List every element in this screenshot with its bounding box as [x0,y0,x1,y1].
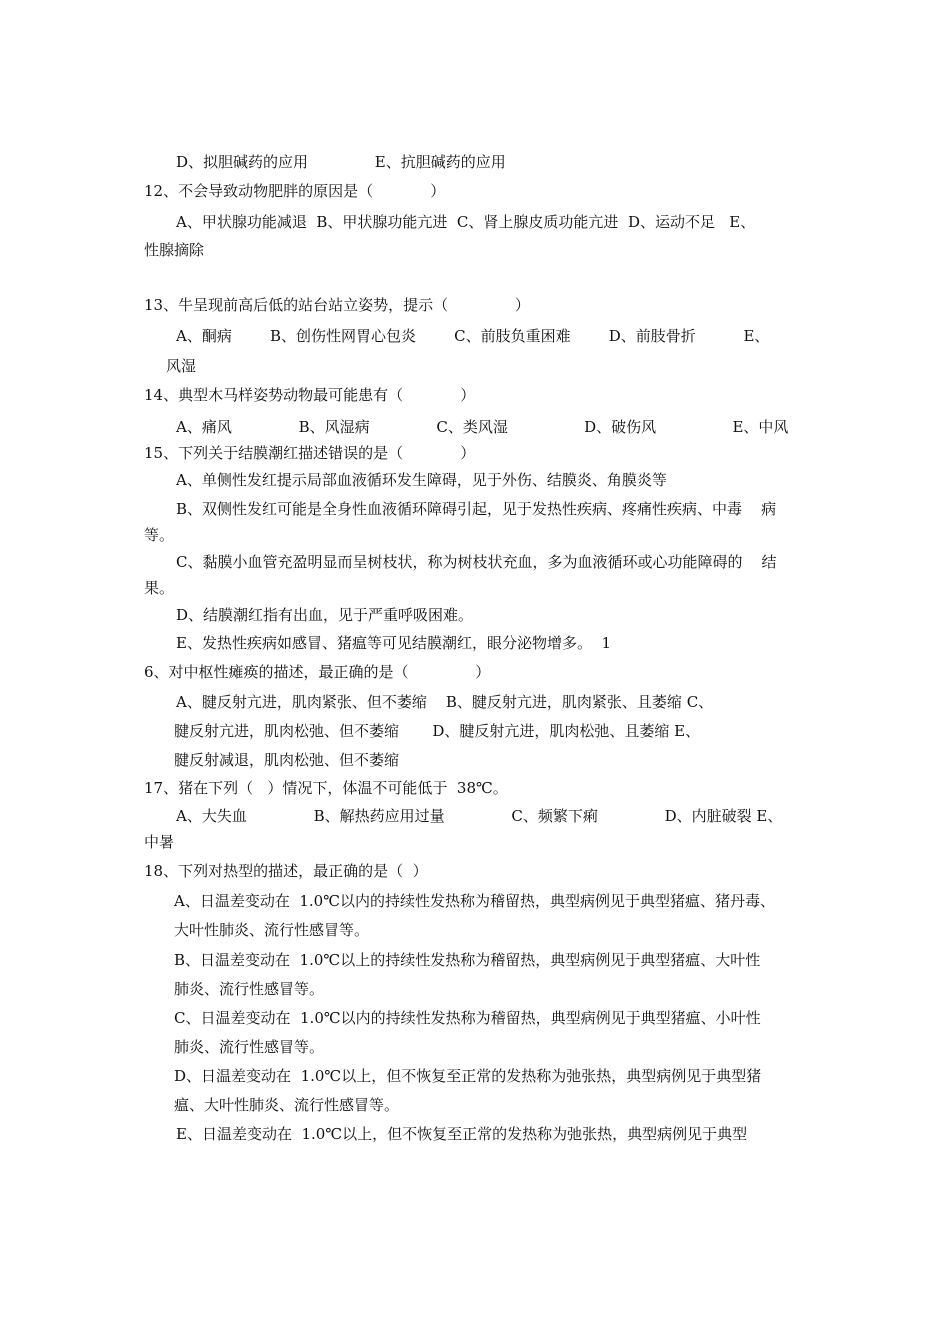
text-line: 瘟、大叶性肺炎、流行性感冒等。 [174,1096,400,1114]
text-line: 腱反射亢进，肌肉松弛、但不萎缩 D、腱反射亢进，肌肉松弛、且萎缩 E、 [174,722,701,740]
text-line: 大叶性肺炎、流行性感冒等。 [174,921,370,939]
text-line: 等。 [144,526,175,544]
text-line: A、大失血 B、解热药应用过量 C、频繁下痢 D、内脏破裂 E、 [176,807,783,825]
text-line: A、甲状腺功能减退 B、甲状腺功能亢进 C、肾上腺皮质功能亢进 D、运动不足 E、 [176,213,756,231]
text-line: 13、牛呈现前高后低的站台站立姿势，提示（ ） [144,296,530,314]
text-line: 15、下列关于结膜潮红描述错误的是（ ） [144,444,476,462]
text-line: A、痛风 B、风湿病 C、类风湿 D、破伤风 E、中风 [176,418,789,436]
text-line: 17、猪在下列（ ）情况下，体温不可能低于 38℃。 [144,779,508,797]
text-line: 风湿 [166,357,197,375]
text-line: 果。 [144,579,175,597]
text-line: B、日温差变动在 1.0℃以上的持续性发热称为稽留热，典型病例见于典型猪瘟、大叶性 [174,951,761,969]
text-line: E、发热性疾病如感冒、猪瘟等可见结膜潮红，眼分泌物增多。 1 [176,634,612,652]
text-line: A、日温差变动在 1.0℃以内的持续性发热称为稽留热，典型病例见于典型猪瘟、猪丹毒、 [174,892,776,910]
text-line: D、拟胆碱药的应用 E、抗胆碱药的应用 [176,153,506,171]
text-line: A、酮病 B、创伤性网胃心包炎 C、前肢负重困难 D、前肢骨折 E、 [176,327,770,345]
text-line: 中暑 [144,833,175,851]
text-line: C、日温差变动在 1.0℃以内的持续性发热称为稽留热，典型病例见于典型猪瘟、小叶性 [174,1009,761,1027]
text-line: 肺炎、流行性感冒等。 [174,980,325,998]
text-line: B、双侧性发红可能是全身性血液循环障碍引起，见于发热性疾病、疼痛性疾病、中毒 病 [176,500,777,518]
text-line: E、日温差变动在 1.0℃以上，但不恢复至正常的发热称为弛张热，典型病例见于典型 [176,1125,748,1143]
text-line: C、黏膜小血管充盈明显而呈树枝状，称为树枝状充血，多为血液循环或心功能障碍的 结 [176,553,777,571]
text-line: 14、典型木马样姿势动物最可能患有（ ） [144,386,476,404]
text-line: 性腺摘除 [144,241,205,259]
text-line: 肺炎、流行性感冒等。 [174,1038,325,1056]
text-line: A、单侧性发红提示局部血液循环发生障碍，见于外伤、结膜炎、角膜炎等 [176,471,667,489]
text-line: 18、下列对热型的描述，最正确的是（ ） [144,862,428,880]
text-line: D、结膜潮红指有出血，见于严重呼吸困难。 [176,606,474,624]
text-line: D、日温差变动在 1.0℃以上，但不恢复至正常的发热称为弛张热，典型病例见于典型猪 [174,1067,762,1085]
text-line: 6、对中枢性瘫痪的描述，最正确的是（ ） [144,663,491,681]
text-line: 腱反射减退，肌肉松弛、但不萎缩 [174,751,400,769]
text-line: 12、不会导致动物肥胖的原因是（ ） [144,182,446,200]
text-line: A、腱反射亢进，肌肉紧张、但不萎缩 B、腱反射亢进，肌肉紧张、且萎缩 C、 [176,693,714,711]
